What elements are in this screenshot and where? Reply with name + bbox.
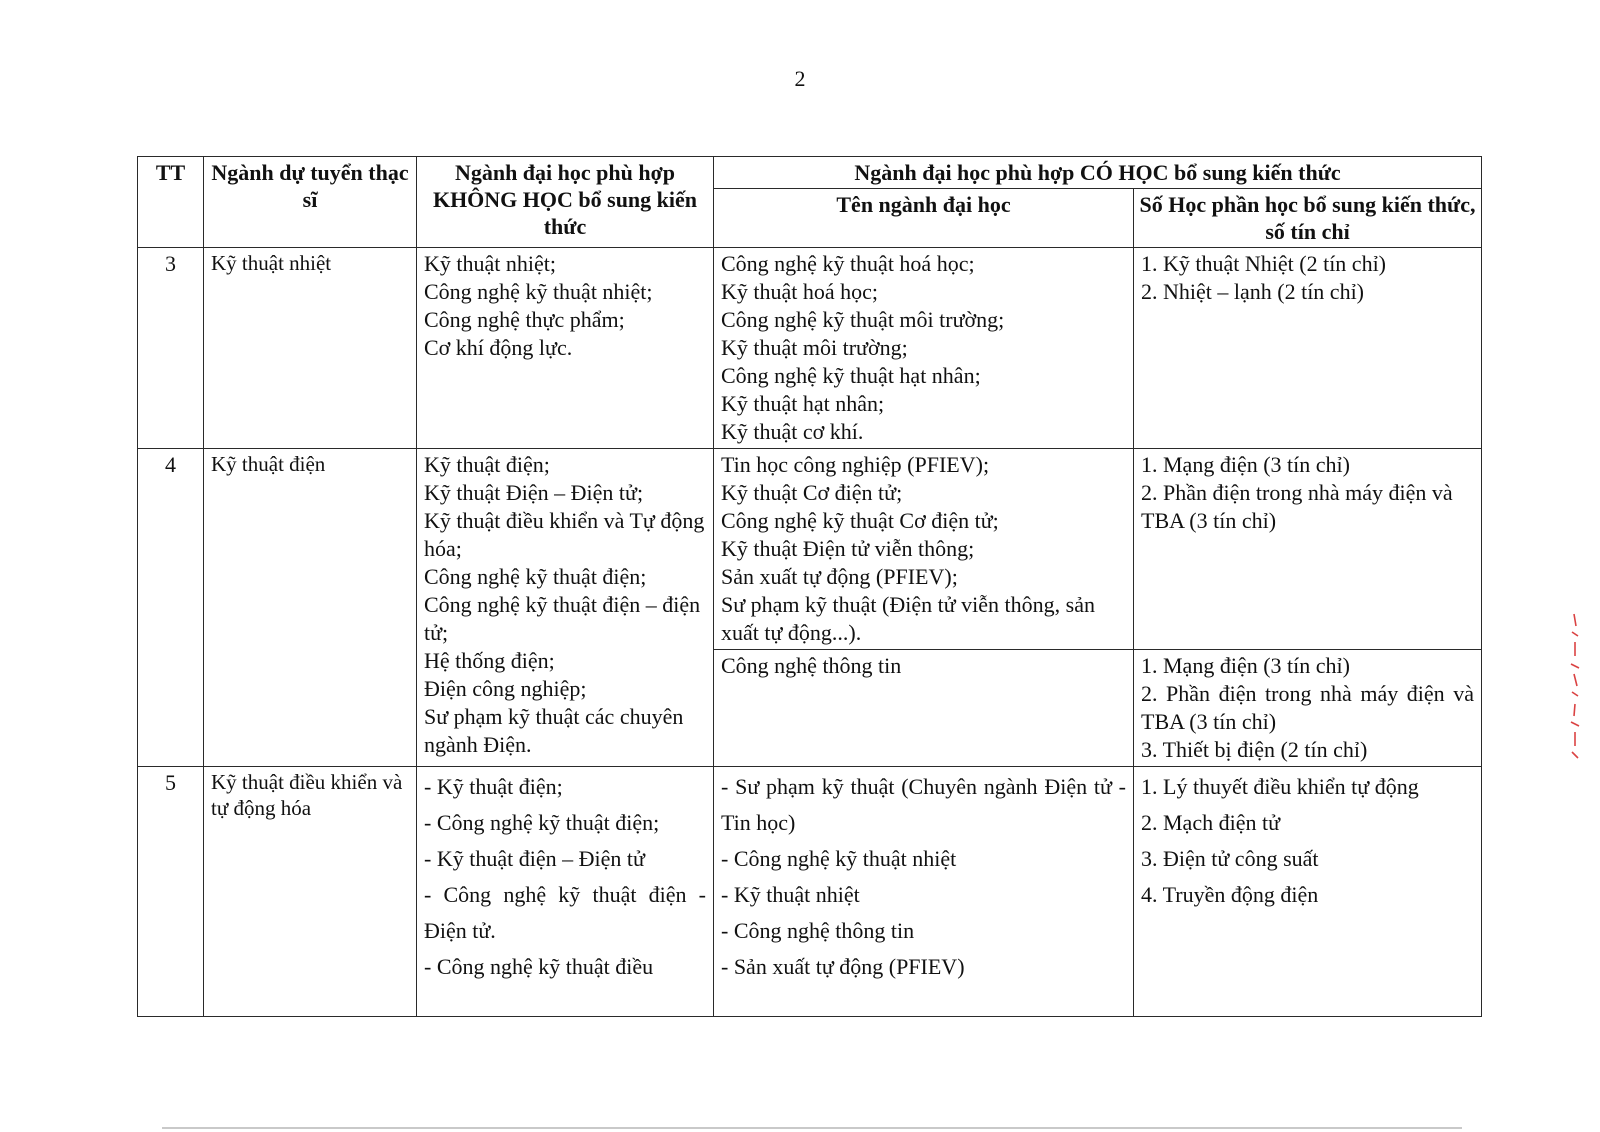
list-item: Sư phạm kỹ thuật (Điện tử viễn thông, sản xuất tự động...).	[721, 592, 1095, 645]
header-no-supplement: Ngành đại học phù hợp KHÔNG HỌC bổ sung kiến thức	[417, 157, 714, 248]
header-courses: Số Học phần học bổ sung kiến thức, số tín chỉ	[1134, 189, 1482, 248]
table-row	[138, 767, 1482, 1017]
list-item: Công nghệ kỹ thuật điện;	[424, 564, 647, 589]
tt-cell: 4	[138, 449, 204, 767]
header-major: Ngành dự tuyển thạc sĩ	[204, 157, 417, 248]
degree-cell	[714, 449, 1134, 650]
list-item: 4. Truyền động điện	[1141, 882, 1319, 907]
list-item: 2. Mạch điện tử	[1141, 810, 1281, 835]
list-item: Công nghệ thông tin	[721, 653, 902, 678]
table-row	[138, 248, 1482, 449]
courses-cell	[1134, 449, 1482, 650]
courses-cell	[1134, 248, 1482, 449]
degree-cell	[714, 767, 1134, 1017]
list-item: - Kỹ thuật nhiệt	[721, 882, 860, 907]
list-item: 2. Phần điện trong nhà máy điện và TBA (3 tín chỉ)	[1141, 681, 1475, 734]
list-item: - Công nghệ kỹ thuật điện - Điện tử.	[424, 882, 706, 943]
major-cell: Kỹ thuật nhiệt	[204, 248, 417, 449]
bottom-divider	[162, 1127, 1462, 1129]
list-item: Kỹ thuật môi trường;	[721, 335, 908, 360]
list-item: 1. Mạng điện (3 tín chỉ)	[1141, 452, 1350, 477]
list-item: Công nghệ kỹ thuật môi trường;	[721, 307, 1005, 332]
list-item: 2. Phần điện trong nhà máy điện và TBA (3 tín chỉ)	[1141, 480, 1453, 533]
header-row	[138, 157, 1482, 189]
red-margin-stamp	[1571, 612, 1585, 762]
no-supplement-cell	[417, 248, 714, 449]
admission-table	[137, 156, 1482, 1017]
tt-cell: 3	[138, 248, 204, 449]
list-item: Tin học công nghiệp (PFIEV);	[721, 452, 990, 477]
major-cell: Kỹ thuật điều khiển và tự động hóa	[204, 767, 417, 1017]
header-degree-name: Tên ngành đại học	[714, 189, 1134, 248]
list-item: Kỹ thuật cơ khí.	[721, 419, 864, 444]
list-item: 1. Lý thuyết điều khiển tự động	[1141, 774, 1419, 799]
list-item: Kỹ thuật Điện tử viễn thông;	[721, 536, 975, 561]
list-item: Công nghệ kỹ thuật điện – điện tử;	[424, 592, 701, 645]
header-with-supplement: Ngành đại học phù hợp CÓ HỌC bổ sung kiến thức	[714, 157, 1482, 189]
list-item: Kỹ thuật nhiệt;	[424, 251, 556, 276]
degree-cell	[714, 248, 1134, 449]
list-item: - Sư phạm kỹ thuật (Chuyên ngành Điện tử -Tin học)	[721, 774, 1126, 835]
list-item: Công nghệ thực phẩm;	[424, 307, 625, 332]
list-item: - Công nghệ thông tin	[721, 918, 915, 943]
list-item: - Kỹ thuật điện;	[424, 774, 563, 799]
list-item: - Công nghệ kỹ thuật nhiệt	[721, 846, 957, 871]
courses-cell	[1134, 650, 1482, 767]
list-item: Công nghệ kỹ thuật nhiệt;	[424, 279, 653, 304]
page-number: 2	[794, 66, 806, 91]
list-item: Kỹ thuật Điện – Điện tử;	[424, 480, 644, 505]
list-item: - Công nghệ kỹ thuật điện;	[424, 810, 660, 835]
list-item: Công nghệ kỹ thuật hoá học;	[721, 251, 975, 276]
list-item: - Sản xuất tự động (PFIEV)	[721, 954, 965, 979]
no-supplement-cell	[417, 449, 714, 767]
list-item: 2. Nhiệt – lạnh (2 tín chỉ)	[1141, 279, 1365, 304]
list-item: Kỹ thuật Cơ điện tử;	[721, 480, 903, 505]
header-tt: TT	[138, 157, 204, 248]
list-item: 1. Mạng điện (3 tín chỉ)	[1141, 653, 1350, 678]
list-item: Cơ khí động lực.	[424, 335, 573, 360]
major-cell: Kỹ thuật điện	[204, 449, 417, 767]
list-item: - Công nghệ kỹ thuật điều	[424, 954, 654, 979]
list-item: 3. Điện tử công suất	[1141, 846, 1319, 871]
list-item: Hệ thống điện;	[424, 648, 555, 673]
list-item: Kỹ thuật hoá học;	[721, 279, 879, 304]
list-item: Công nghệ kỹ thuật Cơ điện tử;	[721, 508, 999, 533]
courses-cell	[1134, 767, 1482, 1017]
stamp-marks-icon	[1568, 612, 1582, 762]
table-row	[138, 449, 1482, 650]
list-item: Kỹ thuật hạt nhân;	[721, 391, 885, 416]
degree-cell	[714, 650, 1134, 767]
list-item: Kỹ thuật điện;	[424, 452, 550, 477]
list-item: - Kỹ thuật điện – Điện tử	[424, 846, 645, 871]
list-item: Sư phạm kỹ thuật các chuyên ngành Điện.	[424, 704, 684, 757]
no-supplement-cell	[417, 767, 714, 1017]
list-item: 3. Thiết bị điện (2 tín chỉ)	[1141, 737, 1368, 762]
list-item: Kỹ thuật điều khiển và Tự động hóa;	[424, 508, 705, 561]
list-item: Điện công nghiệp;	[424, 676, 587, 701]
tt-cell: 5	[138, 767, 204, 1017]
list-item: Công nghệ kỹ thuật hạt nhân;	[721, 363, 981, 388]
list-item: Sản xuất tự động (PFIEV);	[721, 564, 958, 589]
list-item: 1. Kỹ thuật Nhiệt (2 tín chỉ)	[1141, 251, 1387, 276]
